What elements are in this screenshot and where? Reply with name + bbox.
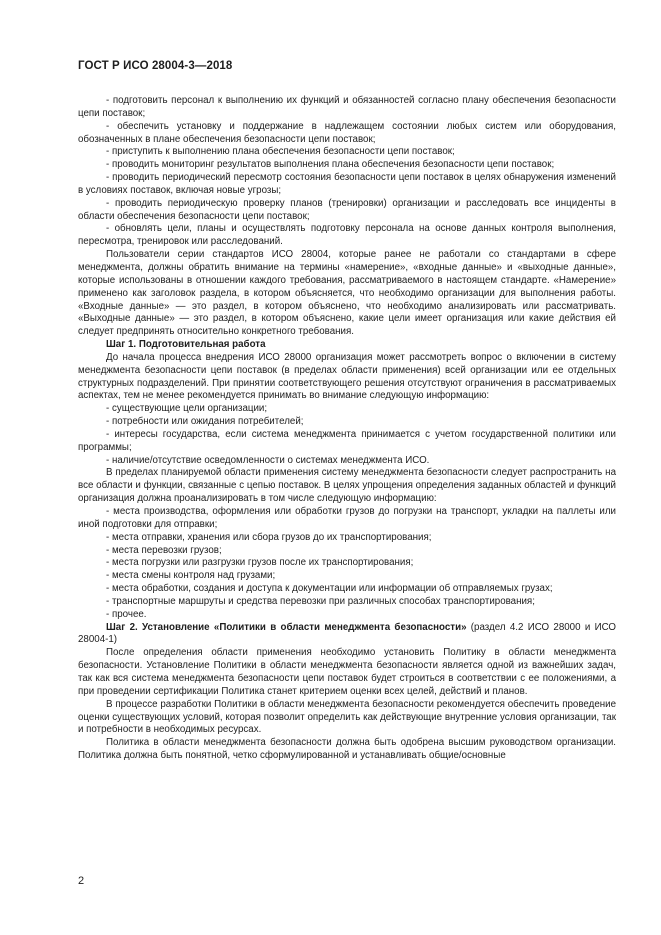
paragraph: - проводить периодический пересмотр состояния безопасности цепи поставок в целях обнаружения изменений в условиях поставок, включая новые угрозы; [78,172,616,196]
paragraph: - проводить периодическую проверку планов (тренировки) организации и расследовать все инциденты в области обеспечения безопасности цепи поставок; [78,197,616,222]
paragraph: - места производства, оформления или обработки грузов до погрузки на транспорт, укладки на паллеты или иной подготовки для отправки; [78,506,616,530]
paragraph: - обновлять цели, планы и осуществлять подготовку персонала на основе данных контроля выполнения, пересмотра, тренировок или расследований. [78,223,616,248]
document-header: ГОСТ Р ИСО 28004-3—2018 [78,60,233,72]
paragraph: - обеспечить установку и поддержание в надлежащем состоянии любых систем или оборудования, обозначенных в плане обеспечения безопасности цепи поставок; [78,120,616,145]
paragraph: - подготовить персонал к выполнению их функций и обязанностей согласно плану обеспечения безопасности цепи поставок; [78,95,616,119]
paragraph: После определения области применения необходимо установить Политику в области менеджмента безопасности. Установление Политики в области менеджмента безопасности является одной из важнейших задач, так как вся система менеджмента безопасности цепи поставок будет строиться в соответствии с ее положениями, а при проведении сертификации Политика станет критерием оценки всех целей, действий и планов. [78,647,616,697]
paragraph: - места обработки, создания и доступа к документации или информации об отправляемых грузах; [106,583,553,595]
paragraph: В процессе разработки Политики в области менеджмента безопасности рекомендуется обеспечить проведение оценки существующих условий, которая позволит определить как действующие внутренние условия организации, так и потребности в необходимых ресурсах. [78,698,616,736]
paragraph: - прочее. [106,608,147,620]
paragraph: - места отправки, хранения или сбора грузов до их транспортирования; [106,531,432,543]
page-number: 2 [78,875,85,887]
document-body [78,95,616,763]
paragraph: В пределах планируемой области применения систему менеджмента безопасности следует распространить на все области и функции, связанные с цепью поставок. В целях упрощения определения заданных областей и функций организация должна проанализировать в том числе следующую информацию: [78,467,616,505]
paragraph: - проводить мониторинг результатов выполнения плана обеспечения безопасности цепи поставок; [106,159,555,171]
paragraph: Пользователи серии стандартов ИСО 28004, которые ранее не работали со стандартами в сфере менеджмента, должны обратить внимание на термины «намерение», «входные данные» и «выходные данные», которые использованы в отношении каждого требования, рассматриваемого в настоящем стандарте. «Намерение» применено как заголовок раздела, в котором объясняется, что необходимо организации для выполнения работы. «Входные данные» — это раздел, в котором объяснено, что необходимо анализировать или рассматривать. «Выходные данные» — это раздел, в котором объяснено, какие цели имеет организация или какие действия ей следует предпринять относительно конкретного требования. [78,249,616,338]
paragraph: - интересы государства, если система менеджмента принимается с учетом государственной политики или программы; [78,428,616,453]
paragraph: - транспортные маршруты и средства перевозки при различных способах транспортирования; [106,595,535,607]
step-heading: Шаг 1. Подготовительная работа [106,339,266,351]
paragraph: - места погрузки или разгрузки грузов после их транспортирования; [106,557,414,569]
paragraph: - существующие цели организации; [106,403,268,415]
paragraph: - места смены контроля над грузами; [106,570,276,582]
paragraph: - наличие/отсутствие осведомленности о системах менеджмента ИСО. [106,454,430,466]
paragraph: Политика в области менеджмента безопасности должна быть одобрена высшим руководством организации. Политика должна быть понятной, четко сформулированной и устанавливать общие/основные [78,737,616,762]
step-heading: Шаг 2. Установление «Политики в области менеджмента безопасности» (раздел 4.2 ИСО 28000 и ИСО 28004-1) [78,621,617,646]
paragraph: - места перевозки грузов; [106,544,222,556]
paragraph: - потребности или ожидания потребителей; [106,416,304,428]
paragraph: - приступить к выполнению плана обеспечения безопасности цепи поставок; [106,146,455,158]
paragraph: До начала процесса внедрения ИСО 28000 организация может рассмотреть вопрос о включении в систему менеджмента безопасности цепи поставок (в пределах области применения) всей организации или ее отдельных структурных подразделений. При принятии соответствующего решения отсутствуют ограничения в рассматриваемых аспектах, тем не менее рекомендуется принимать во внимание следующую информацию: [78,351,616,402]
